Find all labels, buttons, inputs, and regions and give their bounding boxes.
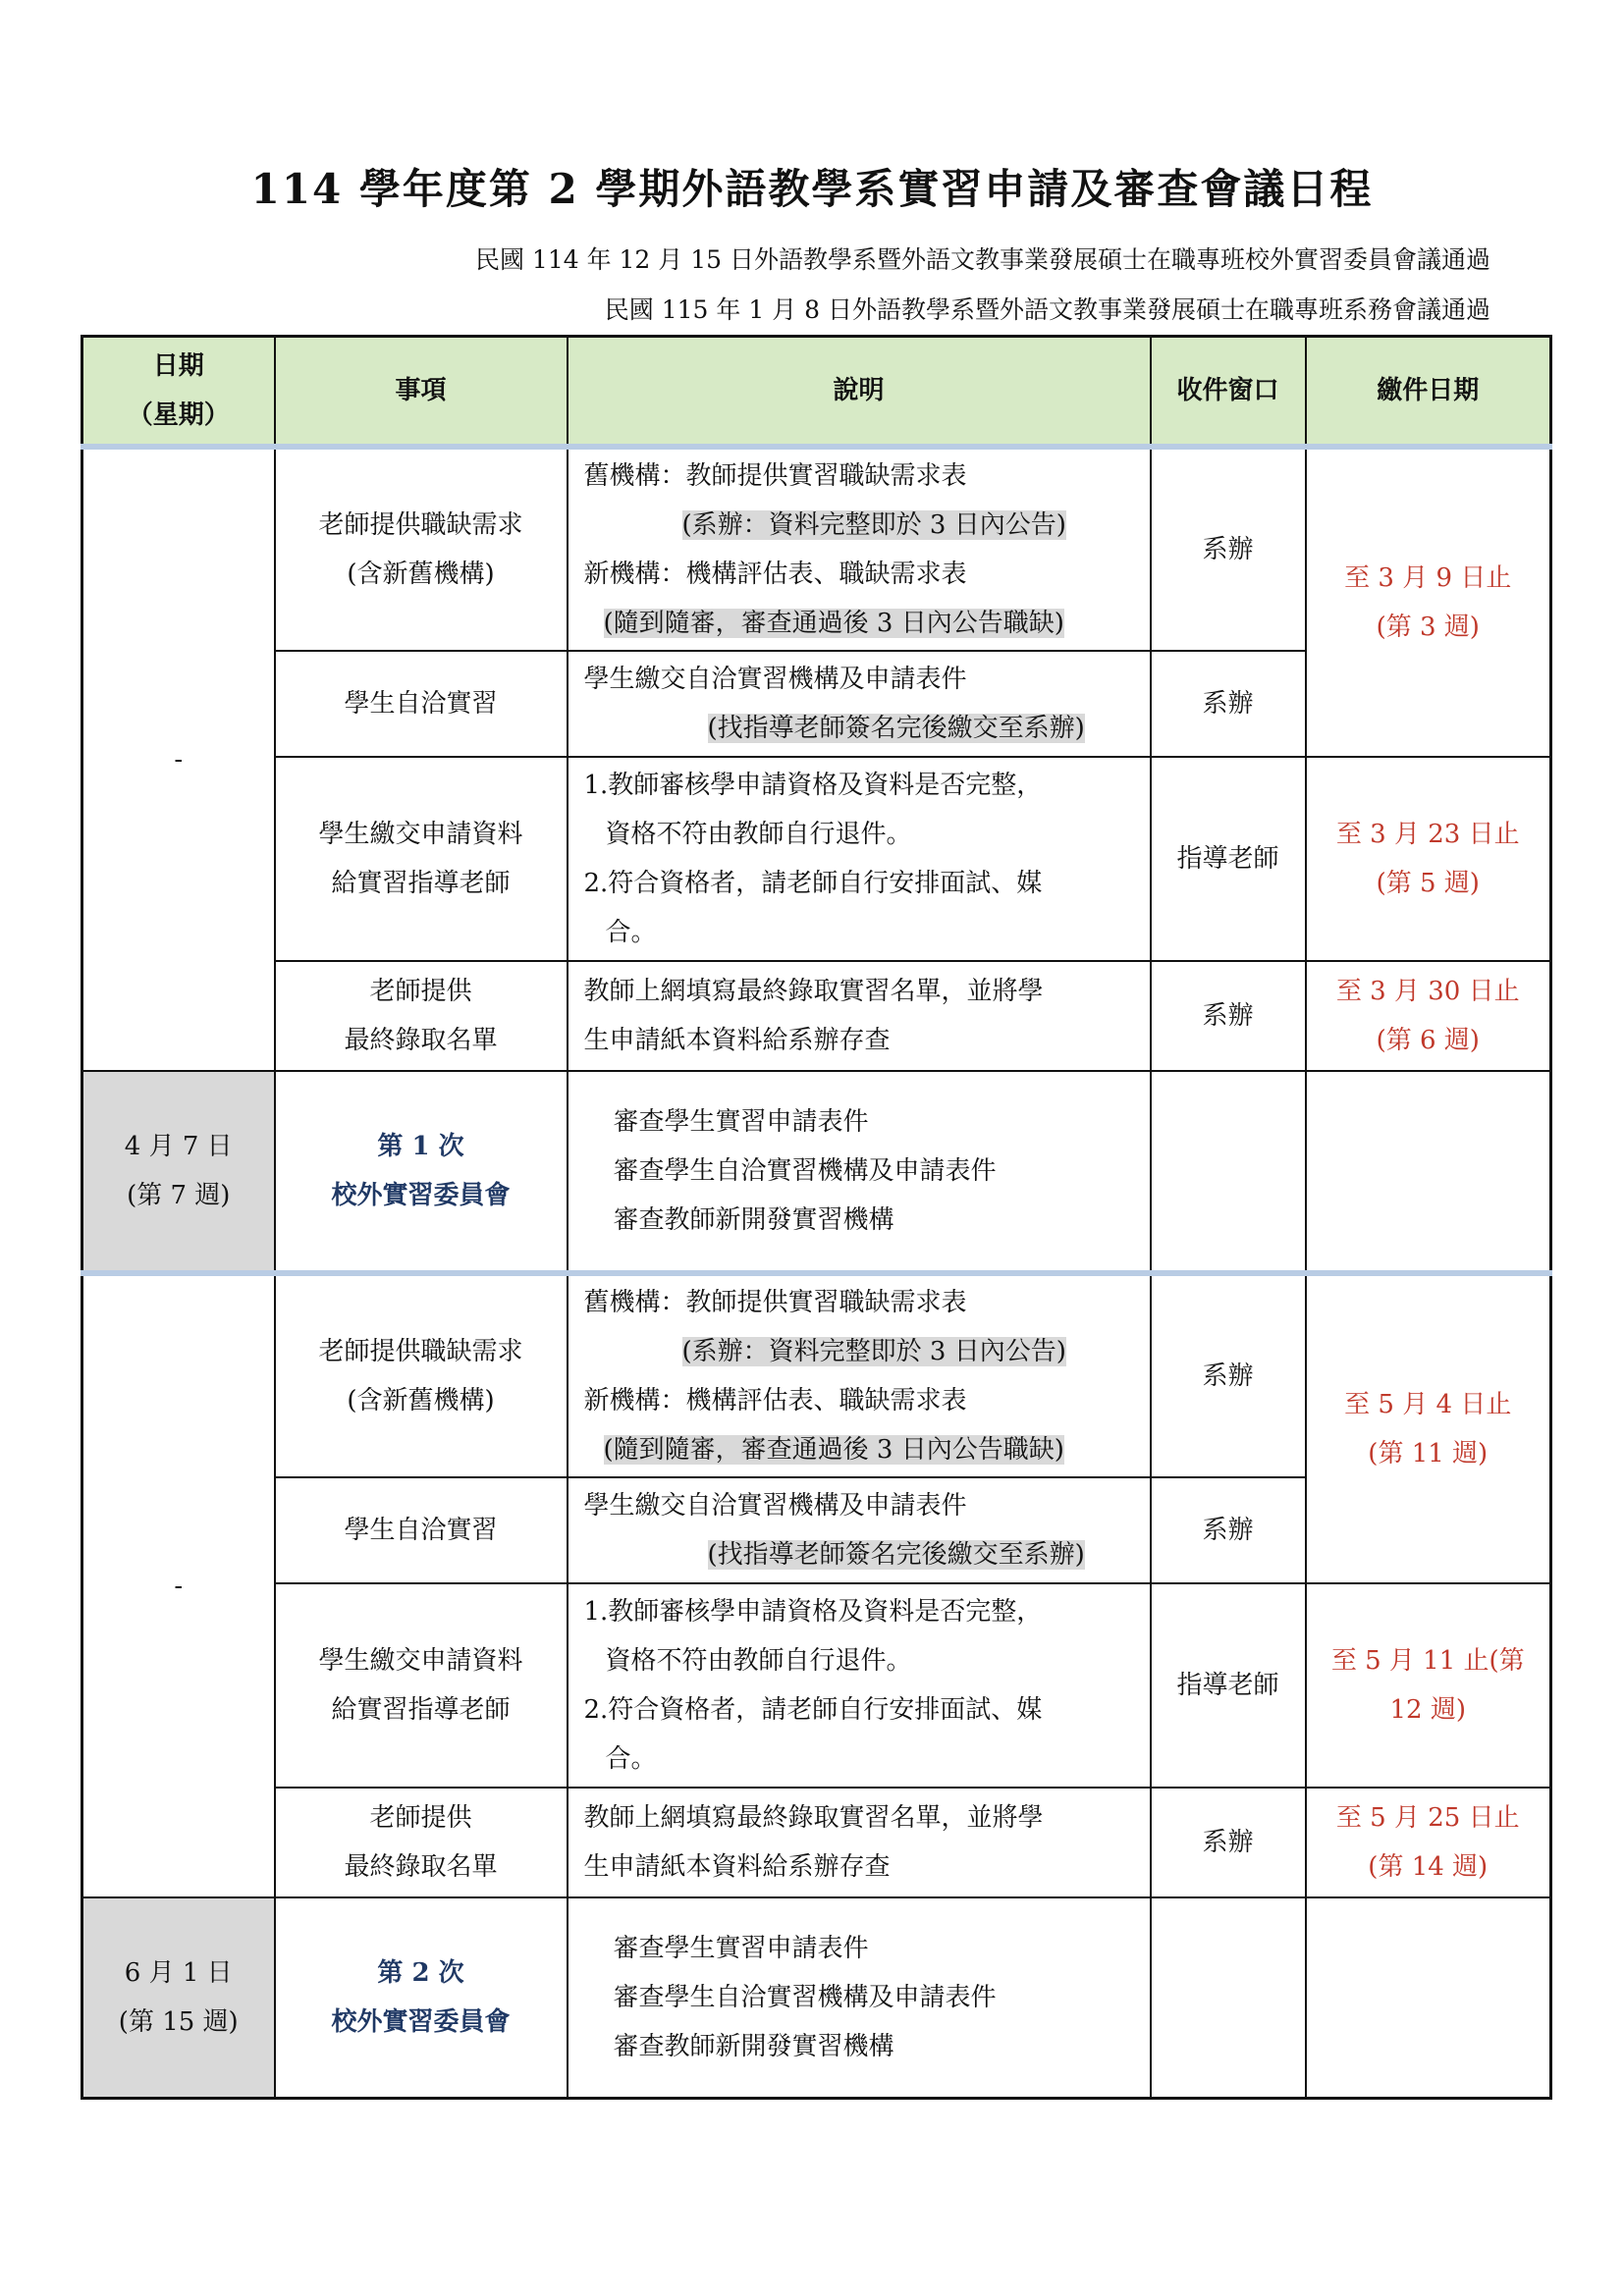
meeting-window-cell: [1151, 1897, 1306, 2098]
header-window: 收件窗口: [1151, 337, 1306, 448]
table-row: [82, 1583, 1551, 1788]
date-cell: -: [82, 1273, 275, 1897]
deadline-cell: 至 5 月 4 日止 (第 11 週): [1306, 1273, 1551, 1583]
meeting-date-cell: 6 月 1 日 (第 15 週): [82, 1897, 275, 2098]
meeting-title-cell: 第 2 次 校外實習委員會: [275, 1897, 568, 2098]
approval-note-2: 民國 115 年 1 月 8 日外語教學系暨外語文教事業發展碩士在職專班系務會議通過: [604, 295, 1490, 324]
window-cell: 系辦: [1151, 1273, 1306, 1477]
header-deadline: 繳件日期: [1306, 337, 1551, 448]
table-row: [82, 1273, 1551, 1477]
meeting-deadline-cell: [1306, 1071, 1551, 1273]
item-cell: 學生繳交申請資料 給實習指導老師: [275, 757, 568, 961]
item-cell: 學生自洽實習: [275, 1477, 568, 1583]
item-cell: 學生繳交申請資料 給實習指導老師: [275, 1583, 568, 1788]
window-cell: 系辦: [1151, 447, 1306, 651]
desc-cell: 學生繳交自洽實習機構及申請表件 (找指導老師簽名完後繳交至系辦): [568, 1477, 1151, 1583]
window-cell: 系辦: [1151, 1477, 1306, 1583]
item-cell: 老師提供職缺需求 (含新舊機構): [275, 447, 568, 651]
table-row: [82, 961, 1551, 1071]
item-cell: 老師提供職缺需求 (含新舊機構): [275, 1273, 568, 1477]
deadline-cell: 至 3 月 23 日止 (第 5 週): [1306, 757, 1551, 961]
window-cell: 系辦: [1151, 1788, 1306, 1897]
table-row: [82, 1788, 1551, 1897]
window-cell: 系辦: [1151, 651, 1306, 757]
desc-cell: 教師上網填寫最終錄取實習名單，並將學 生申請紙本資料給系辦存查: [568, 961, 1151, 1071]
meeting-row: [82, 1897, 1551, 2098]
item-cell: 學生自洽實習: [275, 651, 568, 757]
date-cell: -: [82, 447, 275, 1071]
item-cell: 老師提供 最終錄取名單: [275, 1788, 568, 1897]
meeting-desc-cell: 審查學生實習申請表件 審查學生自洽實習機構及申請表件 審查教師新開發實習機構: [568, 1897, 1151, 2098]
meeting-date-cell: 4 月 7 日 (第 7 週): [82, 1071, 275, 1273]
table-row: [82, 757, 1551, 961]
header-item: 事項: [275, 337, 568, 448]
meeting-window-cell: [1151, 1071, 1306, 1273]
meeting-title-cell: 第 1 次 校外實習委員會: [275, 1071, 568, 1273]
deadline-cell: 至 3 月 9 日止 (第 3 週): [1306, 447, 1551, 757]
window-cell: 指導老師: [1151, 757, 1306, 961]
schedule-table: [81, 335, 1552, 2100]
page-title: 114 學年度第 2 學期外語教學系實習申請及審查會議日程: [250, 165, 1374, 213]
header-row: [82, 337, 1551, 448]
meeting-row: [82, 1071, 1551, 1273]
header-desc: 說明: [568, 337, 1151, 448]
deadline-cell: 至 3 月 30 日止 (第 6 週): [1306, 961, 1551, 1071]
approval-note-1: 民國 114 年 12 月 15 日外語教學系暨外語文教事業發展碩士在職專班校外實習委員會議通過: [474, 245, 1490, 274]
header-date: 日期 （星期）: [82, 337, 275, 448]
desc-cell: 教師上網填寫最終錄取實習名單，並將學 生申請紙本資料給系辦存查: [568, 1788, 1151, 1897]
desc-cell: 1.教師審核學申請資格及資料是否完整， 資格不符由教師自行退件。 2.符合資格者，請老師自行安排面試、媒 合。: [568, 1583, 1151, 1788]
deadline-cell: 至 5 月 25 日止 (第 14 週): [1306, 1788, 1551, 1897]
desc-cell: 舊機構：教師提供實習職缺需求表 (系辦：資料完整即於 3 日內公告) 新機構：機構評估表、職缺需求表 (隨到隨審，審查通過後 3 日內公告職缺): [568, 447, 1151, 651]
desc-cell: 學生繳交自洽實習機構及申請表件 (找指導老師簽名完後繳交至系辦): [568, 651, 1151, 757]
meeting-deadline-cell: [1306, 1897, 1551, 2098]
deadline-cell: 至 5 月 11 止(第 12 週): [1306, 1583, 1551, 1788]
table-row: [82, 447, 1551, 651]
item-cell: 老師提供 最終錄取名單: [275, 961, 568, 1071]
meeting-desc-cell: 審查學生實習申請表件 審查學生自洽實習機構及申請表件 審查教師新開發實習機構: [568, 1071, 1151, 1273]
window-cell: 指導老師: [1151, 1583, 1306, 1788]
desc-cell: 舊機構：教師提供實習職缺需求表 (系辦：資料完整即於 3 日內公告) 新機構：機構評估表、職缺需求表 (隨到隨審，審查通過後 3 日內公告職缺): [568, 1273, 1151, 1477]
window-cell: 系辦: [1151, 961, 1306, 1071]
desc-cell: 1.教師審核學申請資格及資料是否完整， 資格不符由教師自行退件。 2.符合資格者，請老師自行安排面試、媒 合。: [568, 757, 1151, 961]
